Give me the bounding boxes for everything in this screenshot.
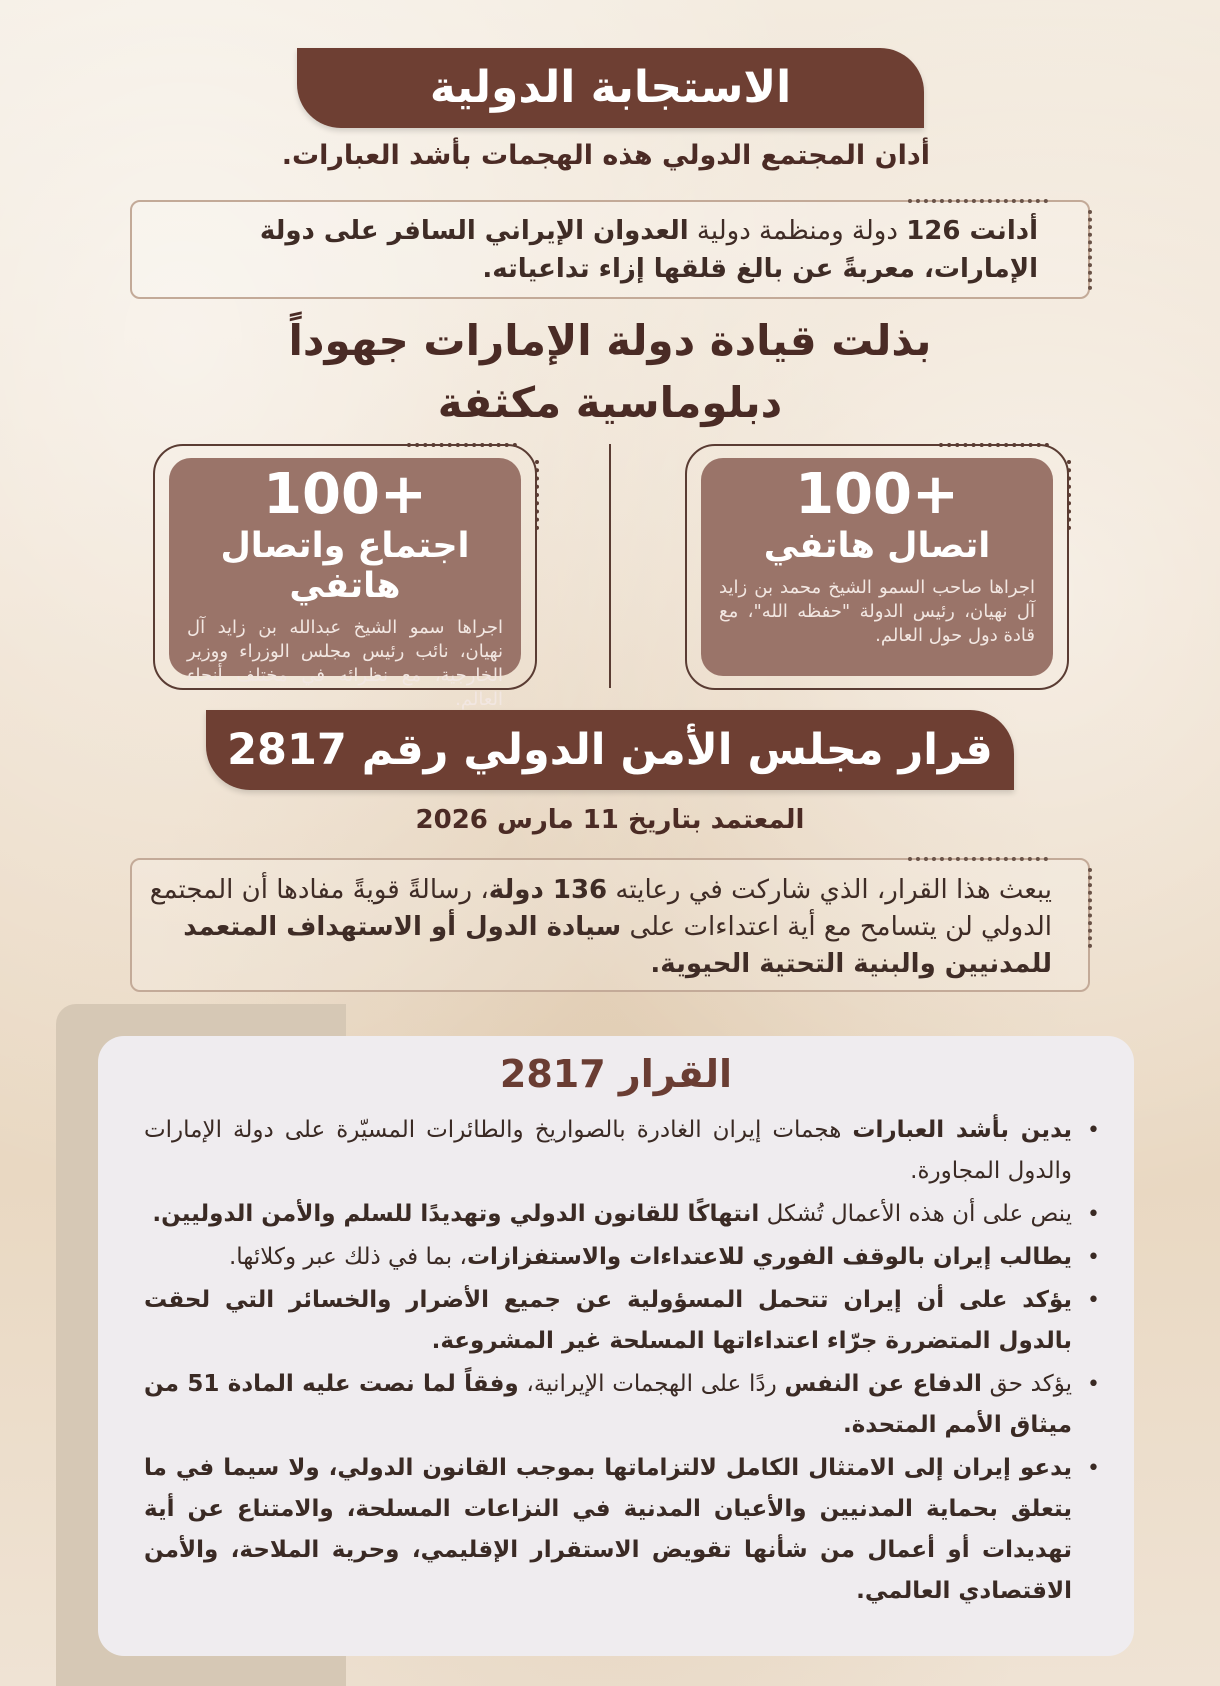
decision-title: القرار 2817 [499, 1052, 733, 1096]
text-part-bold: سيادة الدول أو الاستهداف المتعمد للمدنيين والبنية التحتية الحيوية. [183, 912, 1052, 979]
text-part: ، رسالةً قويةً مفادها أن المجتمع الدولي لن يتسامح مع أية اعتداءات على [149, 875, 1052, 942]
resolution-text [146, 872, 1052, 983]
dotted-accent-vertical [1088, 868, 1092, 948]
dotted-accent-vertical [535, 460, 539, 530]
section-title-international-response: الاستجابة الدولية [297, 48, 924, 128]
dotted-accent [908, 857, 1048, 861]
dotted-accent-vertical [1067, 460, 1071, 530]
heading-line-1: بذلت قيادة دولة الإمارات جهوداً [288, 316, 932, 365]
section-title-resolution: قرار مجلس الأمن الدولي رقم 2817 [206, 710, 1014, 790]
stat-label: اجتماع واتصال هاتفي [220, 526, 470, 606]
resolution-box [130, 858, 1090, 992]
condemnation-box [130, 200, 1090, 299]
list-item [144, 1110, 1104, 1192]
item-bold: يطالب إيران بالوقف الفوري للاعتداءات والاستفزازات [466, 1244, 1072, 1270]
stat-card-inner [169, 458, 521, 710]
item-bold: وفقاً لما نصت عليه المادة 51 من ميثاق الأمم المتحدة. [144, 1371, 1072, 1438]
count-136: 136 دولة [488, 875, 608, 905]
stat-value: 100+ [795, 462, 959, 527]
dotted-accent [407, 443, 517, 447]
condemnation-text [172, 212, 1038, 288]
list-item [144, 1448, 1104, 1612]
stat-value: 100+ [263, 462, 427, 527]
text-part: دولة ومنظمة دولية [688, 216, 907, 246]
text-part-bold: العدوان الإيراني السافر على دولة الإمارات، معربةً عن بالغ قلقها إزاء تداعياته. [259, 216, 1038, 284]
dotted-accent [908, 199, 1048, 203]
diplomacy-heading [150, 310, 1070, 434]
count-126: أدانت 126 [906, 216, 1038, 246]
item-bold: يؤكد على أن إيران تتحمل المسؤولية عن جميع الأضرار والخسائر التي لحقت بالدول المتضررة جرّاء اعتداءاتها المسلحة غير المشروعة. [144, 1287, 1072, 1354]
decision-panel [98, 1036, 1134, 1656]
stat-label: اتصال هاتفي [763, 526, 991, 566]
vertical-divider [609, 444, 611, 688]
list-item [144, 1194, 1104, 1235]
list-item [144, 1280, 1104, 1362]
item-text: يؤكد حق [981, 1371, 1072, 1397]
item-text: ردًا على الهجمات الإيرانية، [518, 1371, 785, 1397]
stat-card-calls [685, 444, 1069, 690]
stat-description: اجراها صاحب السمو الشيخ محمد بن زايد آل نهيان، رئيس الدولة "حفظه الله"، مع قادة دول حول العالم. [719, 577, 1035, 646]
condemnation-lead: أدان المجتمع الدولي هذه الهجمات بأشد العبارات. [281, 140, 930, 171]
item-text: ، بما في ذلك عبر وكلائها. [228, 1244, 467, 1270]
item-text: ينص على أن هذه الأعمال تُشكل [759, 1201, 1072, 1227]
heading-line-2: دبلوماسية مكثفة [437, 378, 783, 427]
item-bold: انتهاكًا للقانون الدولي وتهديدًا للسلم والأمن الدوليين. [152, 1201, 760, 1227]
list-item [144, 1237, 1104, 1278]
item-bold: الدفاع عن النفس [784, 1371, 982, 1397]
resolution-date: المعتمد بتاريخ 11 مارس 2026 [415, 805, 805, 835]
list-item [144, 1364, 1104, 1446]
dotted-accent [939, 443, 1049, 447]
decision-list [144, 1110, 1104, 1614]
item-text: هجمات إيران الغادرة بالصواريخ والطائرات المسيّرة على دولة الإمارات والدول المجاورة. [144, 1117, 1072, 1184]
dotted-accent-vertical [1088, 210, 1092, 290]
item-bold: يدين بأشد العبارات [852, 1117, 1072, 1143]
text-part: يبعث هذا القرار، الذي شاركت في رعايته [607, 875, 1052, 905]
stat-card-meetings [153, 444, 537, 710]
stat-card-inner [701, 458, 1053, 676]
stat-description: اجراها سمو الشيخ عبدالله بن زايد آل نهيان، نائب رئيس مجلس الوزراء ووزير الخارجية، مع نظرائه في مختلف أنحاء العالم. [187, 617, 503, 710]
item-bold: يدعو إيران إلى الامتثال الكامل لالتزاماتها بموجب القانون الدولي، ولا سيما في ما يتعلق بحماية المدنيين والأعيان المدنية في النزاعات المسلحة، والامتناع عن أية تهديدات أو أعمال من شأنها تقويض الاستقرار الإقليمي، وحرية الملاحة، والأمن الاقتصادي العالمي. [144, 1455, 1072, 1604]
